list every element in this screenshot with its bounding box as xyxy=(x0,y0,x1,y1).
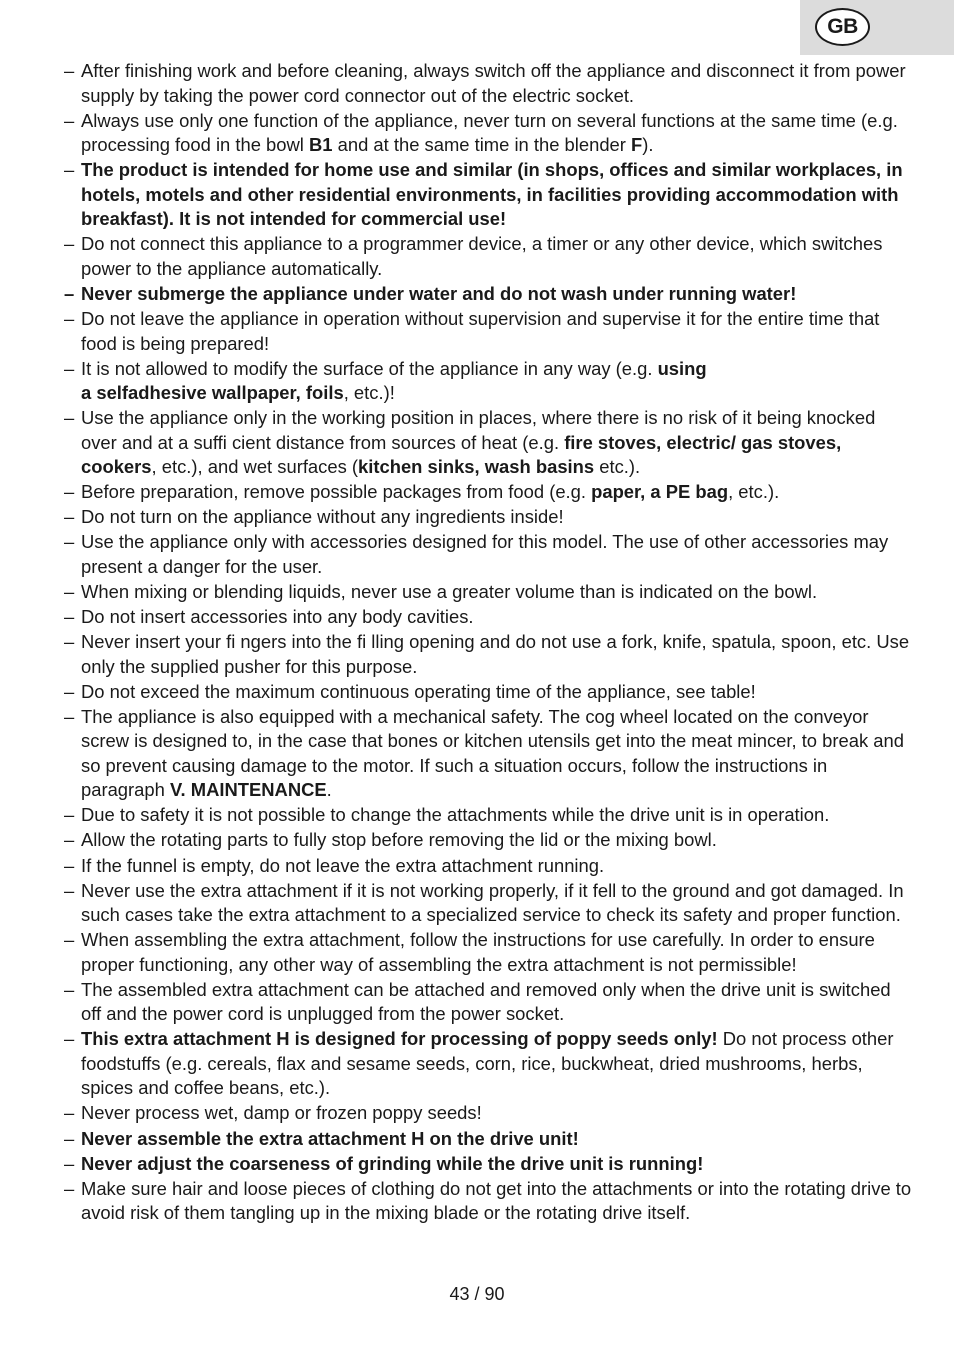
list-item xyxy=(0,530,954,579)
item-text: After finishing work and before cleaning, always switch off the appliance and disconnect it from power supply by taking the power cord connector out of the electric socket. xyxy=(81,60,906,106)
bullet-dash: – xyxy=(64,1177,75,1199)
item-text: , etc.), and wet surfaces ( xyxy=(151,456,359,478)
item-text: Do not process other foodstuffs (e.g. cereals, flax and sesame seeds, corn, rice, buckwheat, dried mushrooms, herbs, spices and coffee beans, etc.). xyxy=(81,1028,894,1099)
list-item xyxy=(0,307,954,356)
item-text: Before preparation, remove possible packages from food (e.g. xyxy=(81,481,592,503)
list-item xyxy=(0,854,954,879)
item-text: If the funnel is empty, do not leave the extra attachment running. xyxy=(81,854,605,876)
page-number: 43 / 90 xyxy=(449,1284,505,1304)
item-text: ). xyxy=(642,134,654,156)
emphasized-text: fire stoves, electric/ gas stoves, cookers xyxy=(81,431,842,478)
bullet-dash: – xyxy=(64,680,75,702)
list-item xyxy=(0,580,954,605)
list-item xyxy=(0,1127,954,1152)
list-item xyxy=(0,59,954,108)
bullet-dash: – xyxy=(64,60,75,81)
item-text: When assembling the extra attachment, follow the instructions for use carefully. In order to ensure proper functioning, any other way of assembling the extra attachment is not permissible! xyxy=(81,929,875,975)
bullet-dash: – xyxy=(64,407,75,429)
bullet-dash: – xyxy=(64,531,75,553)
emphasized-text: B1 xyxy=(308,134,333,156)
list-item xyxy=(0,1027,954,1101)
bullet-dash: – xyxy=(64,109,75,131)
item-text: Do not exceed the maximum continuous operating time of the appliance, see table! xyxy=(81,680,756,702)
item-text: Do not leave the appliance in operation without supervision and supervise it for the entire time that food is being prepared! xyxy=(81,307,880,354)
bullet-dash: – xyxy=(64,307,75,329)
list-item xyxy=(0,680,954,705)
list-item xyxy=(0,879,954,928)
emphasized-text: Never assemble the extra attachment H on the drive unit! xyxy=(81,1127,579,1149)
item-text: The appliance is also equipped with a mechanical safety. The cog wheel located on the conveyor screw is designed to, in the case that bones or kitchen utensils get into the meat mincer, to break and so prevent causing damage to the motor. If such a situation occurs, follow the instructions in paragraph xyxy=(81,705,904,801)
emphasized-text: Never adjust the coarseness of grinding while the drive unit is running! xyxy=(81,1152,704,1174)
bullet-dash: – xyxy=(64,233,75,255)
list-item xyxy=(0,406,954,480)
item-text: When mixing or blending liquids, never use a greater volume than is indicated on the bowl. xyxy=(81,580,818,602)
list-item xyxy=(0,1177,954,1226)
list-item xyxy=(0,505,954,530)
emphasized-text: V. MAINTENANCE xyxy=(169,779,327,801)
bullet-dash: – xyxy=(64,506,75,528)
bullet-dash: – xyxy=(64,1152,75,1174)
bullet-dash: – xyxy=(64,929,75,951)
list-item xyxy=(0,928,954,977)
item-text: , etc.)! xyxy=(343,382,395,404)
emphasized-text: a selfadhesive wallpaper, foils xyxy=(81,382,344,404)
list-item xyxy=(0,605,954,630)
list-item xyxy=(0,828,954,853)
emphasized-text: Never submerge the appliance under water and do not wash under running water! xyxy=(81,282,797,304)
emphasized-text: The product is intended for home use and similar (in shops, offices and similar workplaces, in hotels, motels and other residential environments, in facilities providing accommodation with breakfast). It is not intended for commercial use! xyxy=(81,159,903,230)
emphasized-text: using xyxy=(657,357,707,379)
language-badge: GB xyxy=(815,8,870,46)
item-text: Do not turn on the appliance without any ingredients inside! xyxy=(81,506,564,528)
item-text: Use the appliance only with accessories designed for this model. The use of other accessories may present a danger for the user. xyxy=(81,531,889,577)
bullet-dash: – xyxy=(64,606,75,628)
item-text: Allow the rotating parts to fully stop before removing the lid or the mixing bowl. xyxy=(81,829,717,851)
list-item xyxy=(0,480,954,505)
item-text: Always use only one function of the appliance, never turn on several functions at the same time (e.g. processing food in the bowl xyxy=(81,109,898,156)
item-text: Due to safety it is not possible to change the attachments while the drive unit is in operation. xyxy=(81,804,830,826)
item-text: Never insert your fi ngers into the fi lling opening and do not use a fork, knife, spatula, spoon, etc. Use only the supplied pusher for this purpose. xyxy=(81,631,910,677)
list-item xyxy=(0,978,954,1027)
list-item xyxy=(0,705,954,803)
list-item xyxy=(0,1152,954,1177)
bullet-dash: – xyxy=(64,829,75,851)
emphasized-text: kitchen sinks, wash basins xyxy=(358,456,595,478)
bullet-dash: – xyxy=(64,705,75,727)
item-text: The assembled extra attachment can be attached and removed only when the drive unit is switched off and the power cord is unplugged from the power socket. xyxy=(81,978,891,1025)
list-item xyxy=(0,1101,954,1126)
bullet-dash: – xyxy=(64,804,75,826)
bullet-dash: – xyxy=(64,879,75,901)
bullet-dash: – xyxy=(64,282,75,304)
emphasized-text: F xyxy=(631,134,643,156)
bullet-dash: – xyxy=(64,1028,75,1050)
item-text: Never process wet, damp or frozen poppy seeds! xyxy=(81,1102,482,1124)
bullet-dash: – xyxy=(64,357,75,379)
bullet-dash: – xyxy=(64,1127,75,1149)
list-item xyxy=(0,630,954,679)
bullet-dash: – xyxy=(64,854,75,876)
item-text: Make sure hair and loose pieces of clothing do not get into the attachments or into the rotating drive to avoid risk of them tangling up in the mixing blade or the rotating drive itself. xyxy=(81,1177,912,1224)
item-text: It is not allowed to modify the surface of the appliance in any way (e.g. xyxy=(81,357,658,379)
item-text: . xyxy=(326,779,332,801)
list-item xyxy=(0,357,954,406)
item-text: and at the same time in the blender xyxy=(332,134,632,156)
item-text: Never use the extra attachment if it is not working properly, if it fell to the ground and got damaged. In such cases take the extra attachment to a specialized service to check its safety and proper function. xyxy=(81,879,904,926)
item-text: Do not connect this appliance to a programmer device, a timer or any other device, which switches power to the appliance automatically. xyxy=(81,233,883,279)
bullet-dash: – xyxy=(64,580,75,602)
item-text: etc.). xyxy=(594,456,641,478)
list-item xyxy=(0,158,954,232)
safety-instructions-list xyxy=(0,59,954,1226)
emphasized-text: This extra attachment H is designed for processing of poppy seeds only! xyxy=(81,1028,718,1050)
bullet-dash: – xyxy=(64,631,75,653)
list-item xyxy=(0,803,954,828)
bullet-dash: – xyxy=(64,978,75,1000)
item-text: , etc.). xyxy=(728,481,780,503)
bullet-dash: – xyxy=(64,1102,75,1124)
list-item xyxy=(0,109,954,158)
list-item xyxy=(0,282,954,307)
item-text: Use the appliance only in the working position in places, where there is no risk of it being knocked over and at a suffi cient distance from sources of heat (e.g. xyxy=(81,407,876,453)
emphasized-text: paper, a PE bag xyxy=(591,481,729,503)
bullet-dash: – xyxy=(64,159,75,181)
language-tab xyxy=(800,0,954,55)
list-item xyxy=(0,232,954,281)
item-text: Do not insert accessories into any body cavities. xyxy=(81,606,474,628)
bullet-dash: – xyxy=(64,481,75,503)
